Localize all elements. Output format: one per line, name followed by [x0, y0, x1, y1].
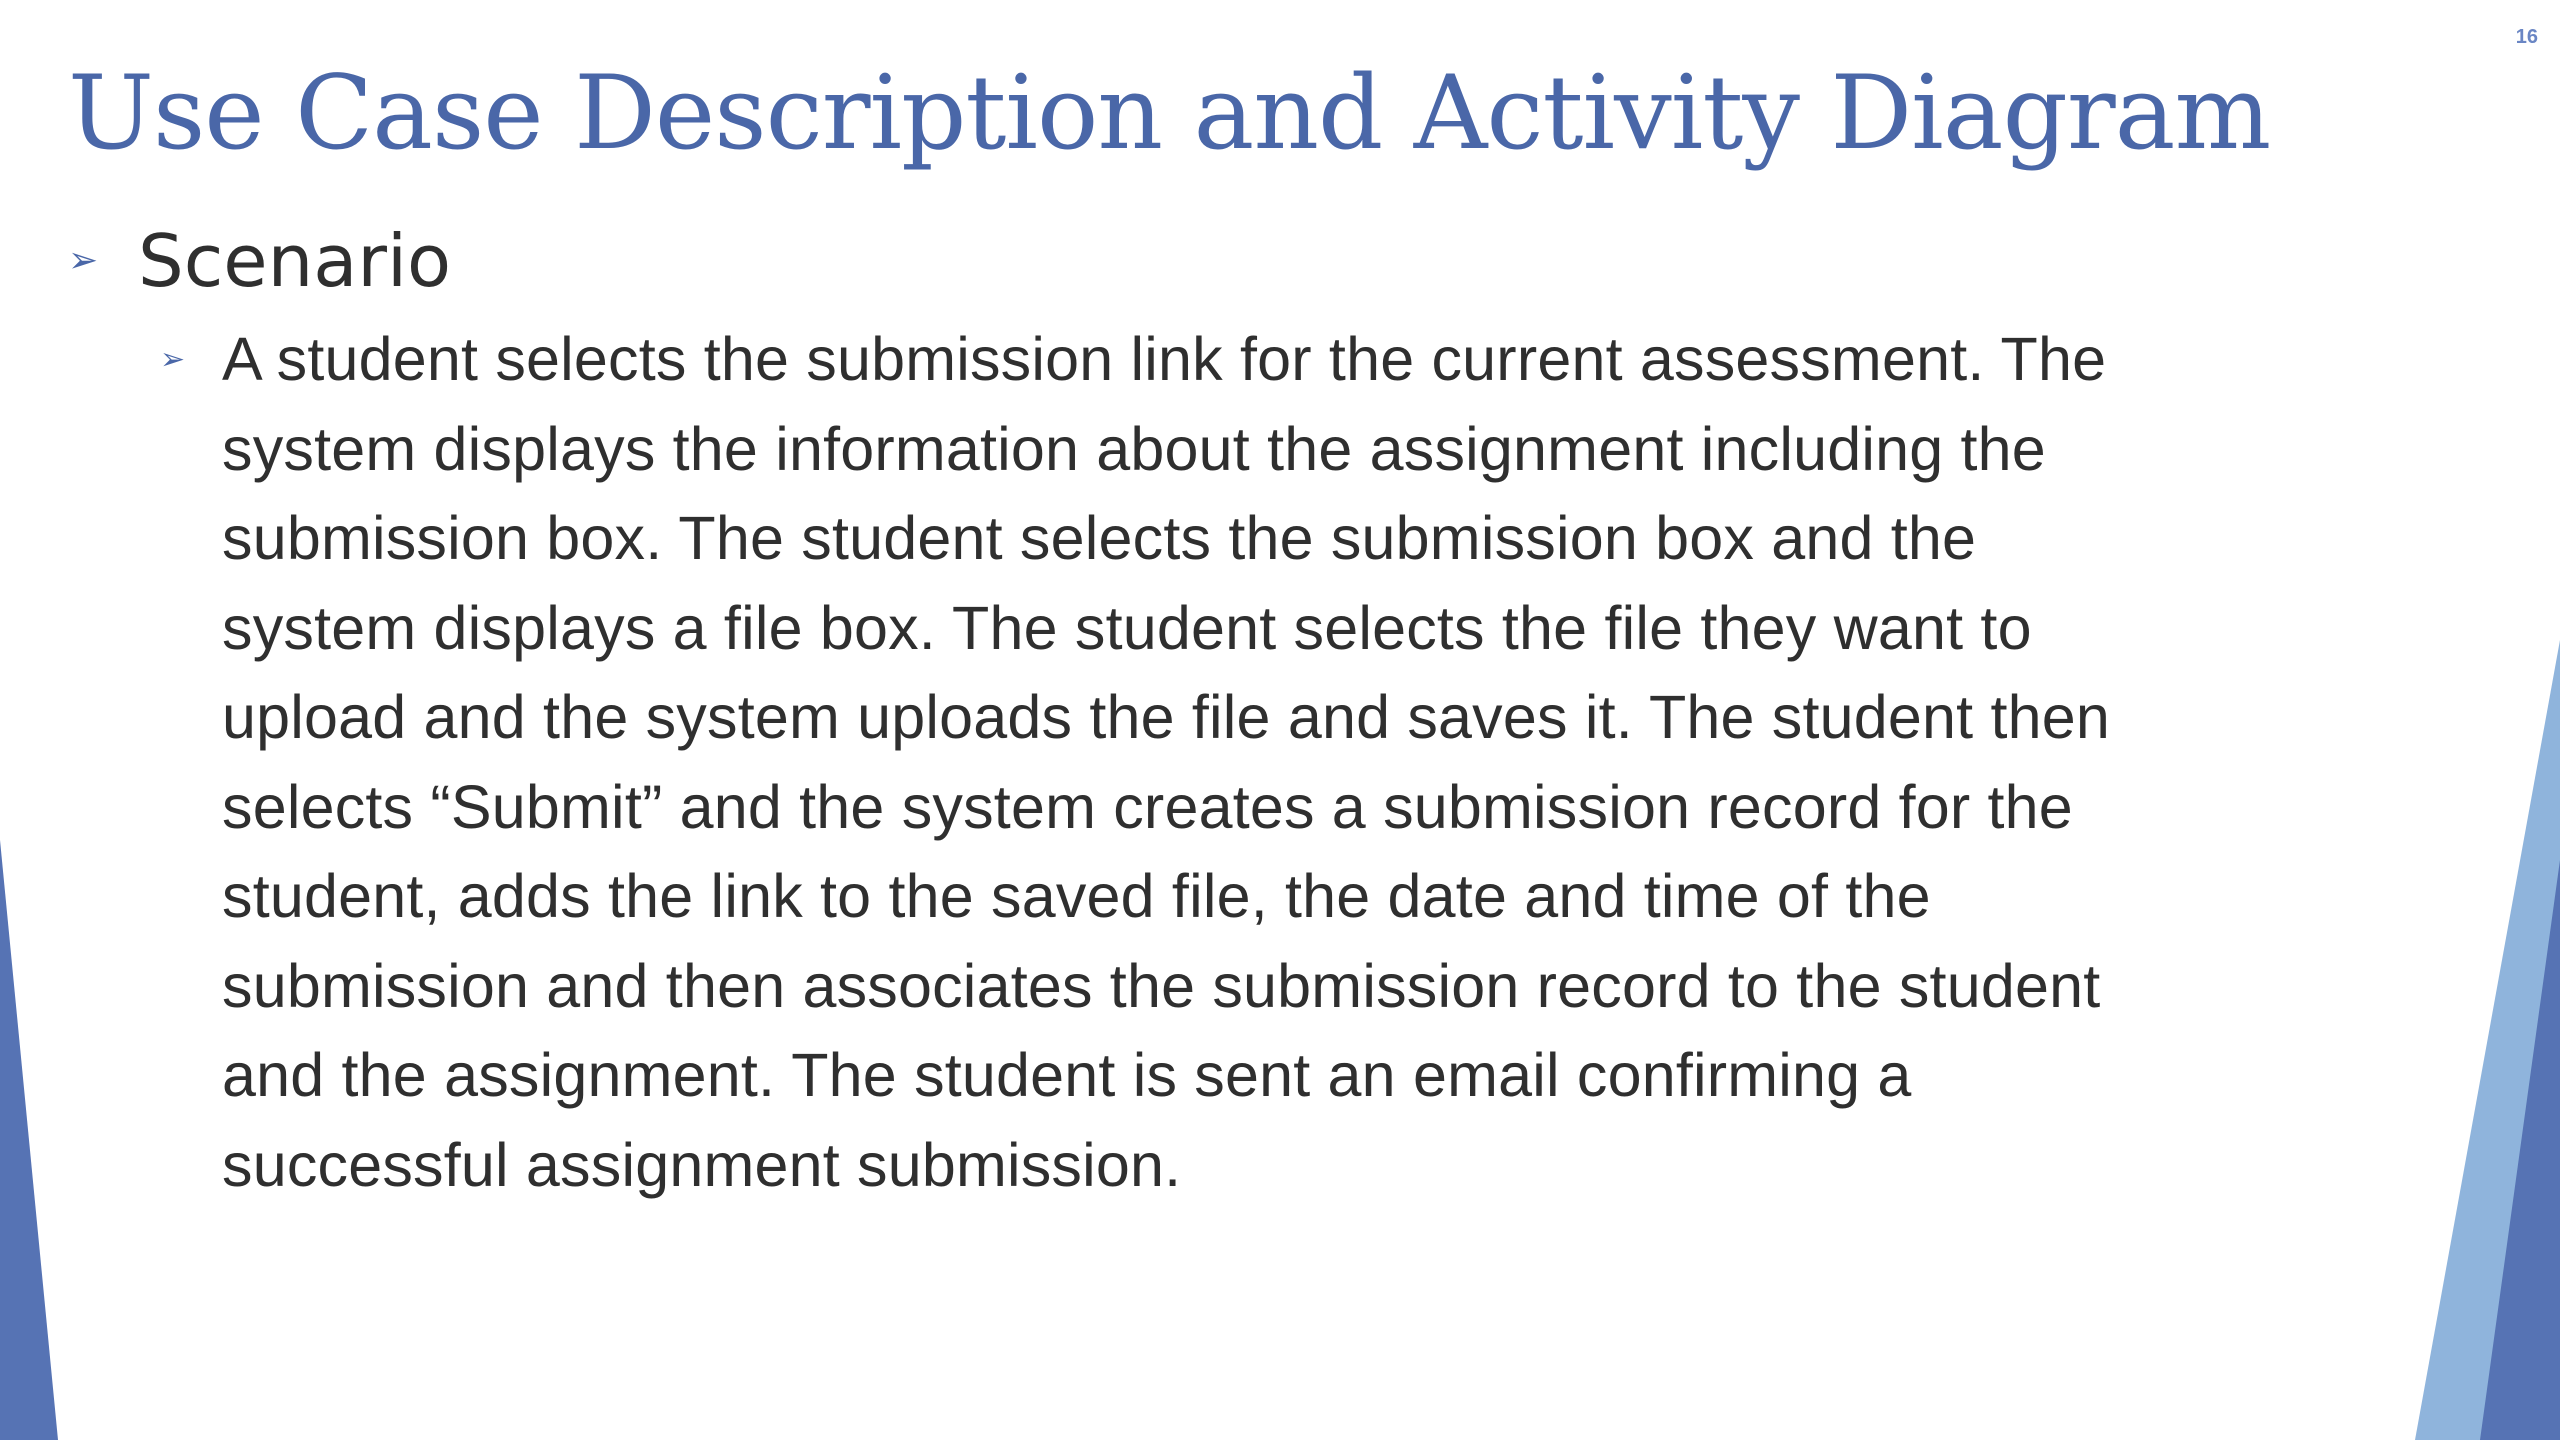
slide-number: 16 — [2515, 26, 2538, 48]
arrowhead-bullet-icon: ➢ — [68, 240, 99, 281]
slide-title: Use Case Description and Activity Diagram — [68, 54, 2271, 173]
bullet-scenario-description — [160, 315, 2380, 1210]
arrowhead-bullet-icon: ➢ — [160, 342, 186, 377]
bullet-scenario-label: Scenario — [138, 219, 451, 303]
scenario-description-text: A student selects the submission link for the current assessment. The system displays the information about the assignment including the submission box. The student selects the submission box and the system displays a file box. The student selects the file they want to upload and the system uploads the file and saves it. The student then selects “Submit” and the system creates a submission record for the student, adds the link to the saved file, the date and time of the submission and then associates the submission record to the student and the assignment. The student is sent an email confirming a successful assignment submission. — [222, 325, 2110, 1199]
bullet-scenario — [68, 216, 451, 306]
left-accent-shape — [0, 840, 58, 1440]
